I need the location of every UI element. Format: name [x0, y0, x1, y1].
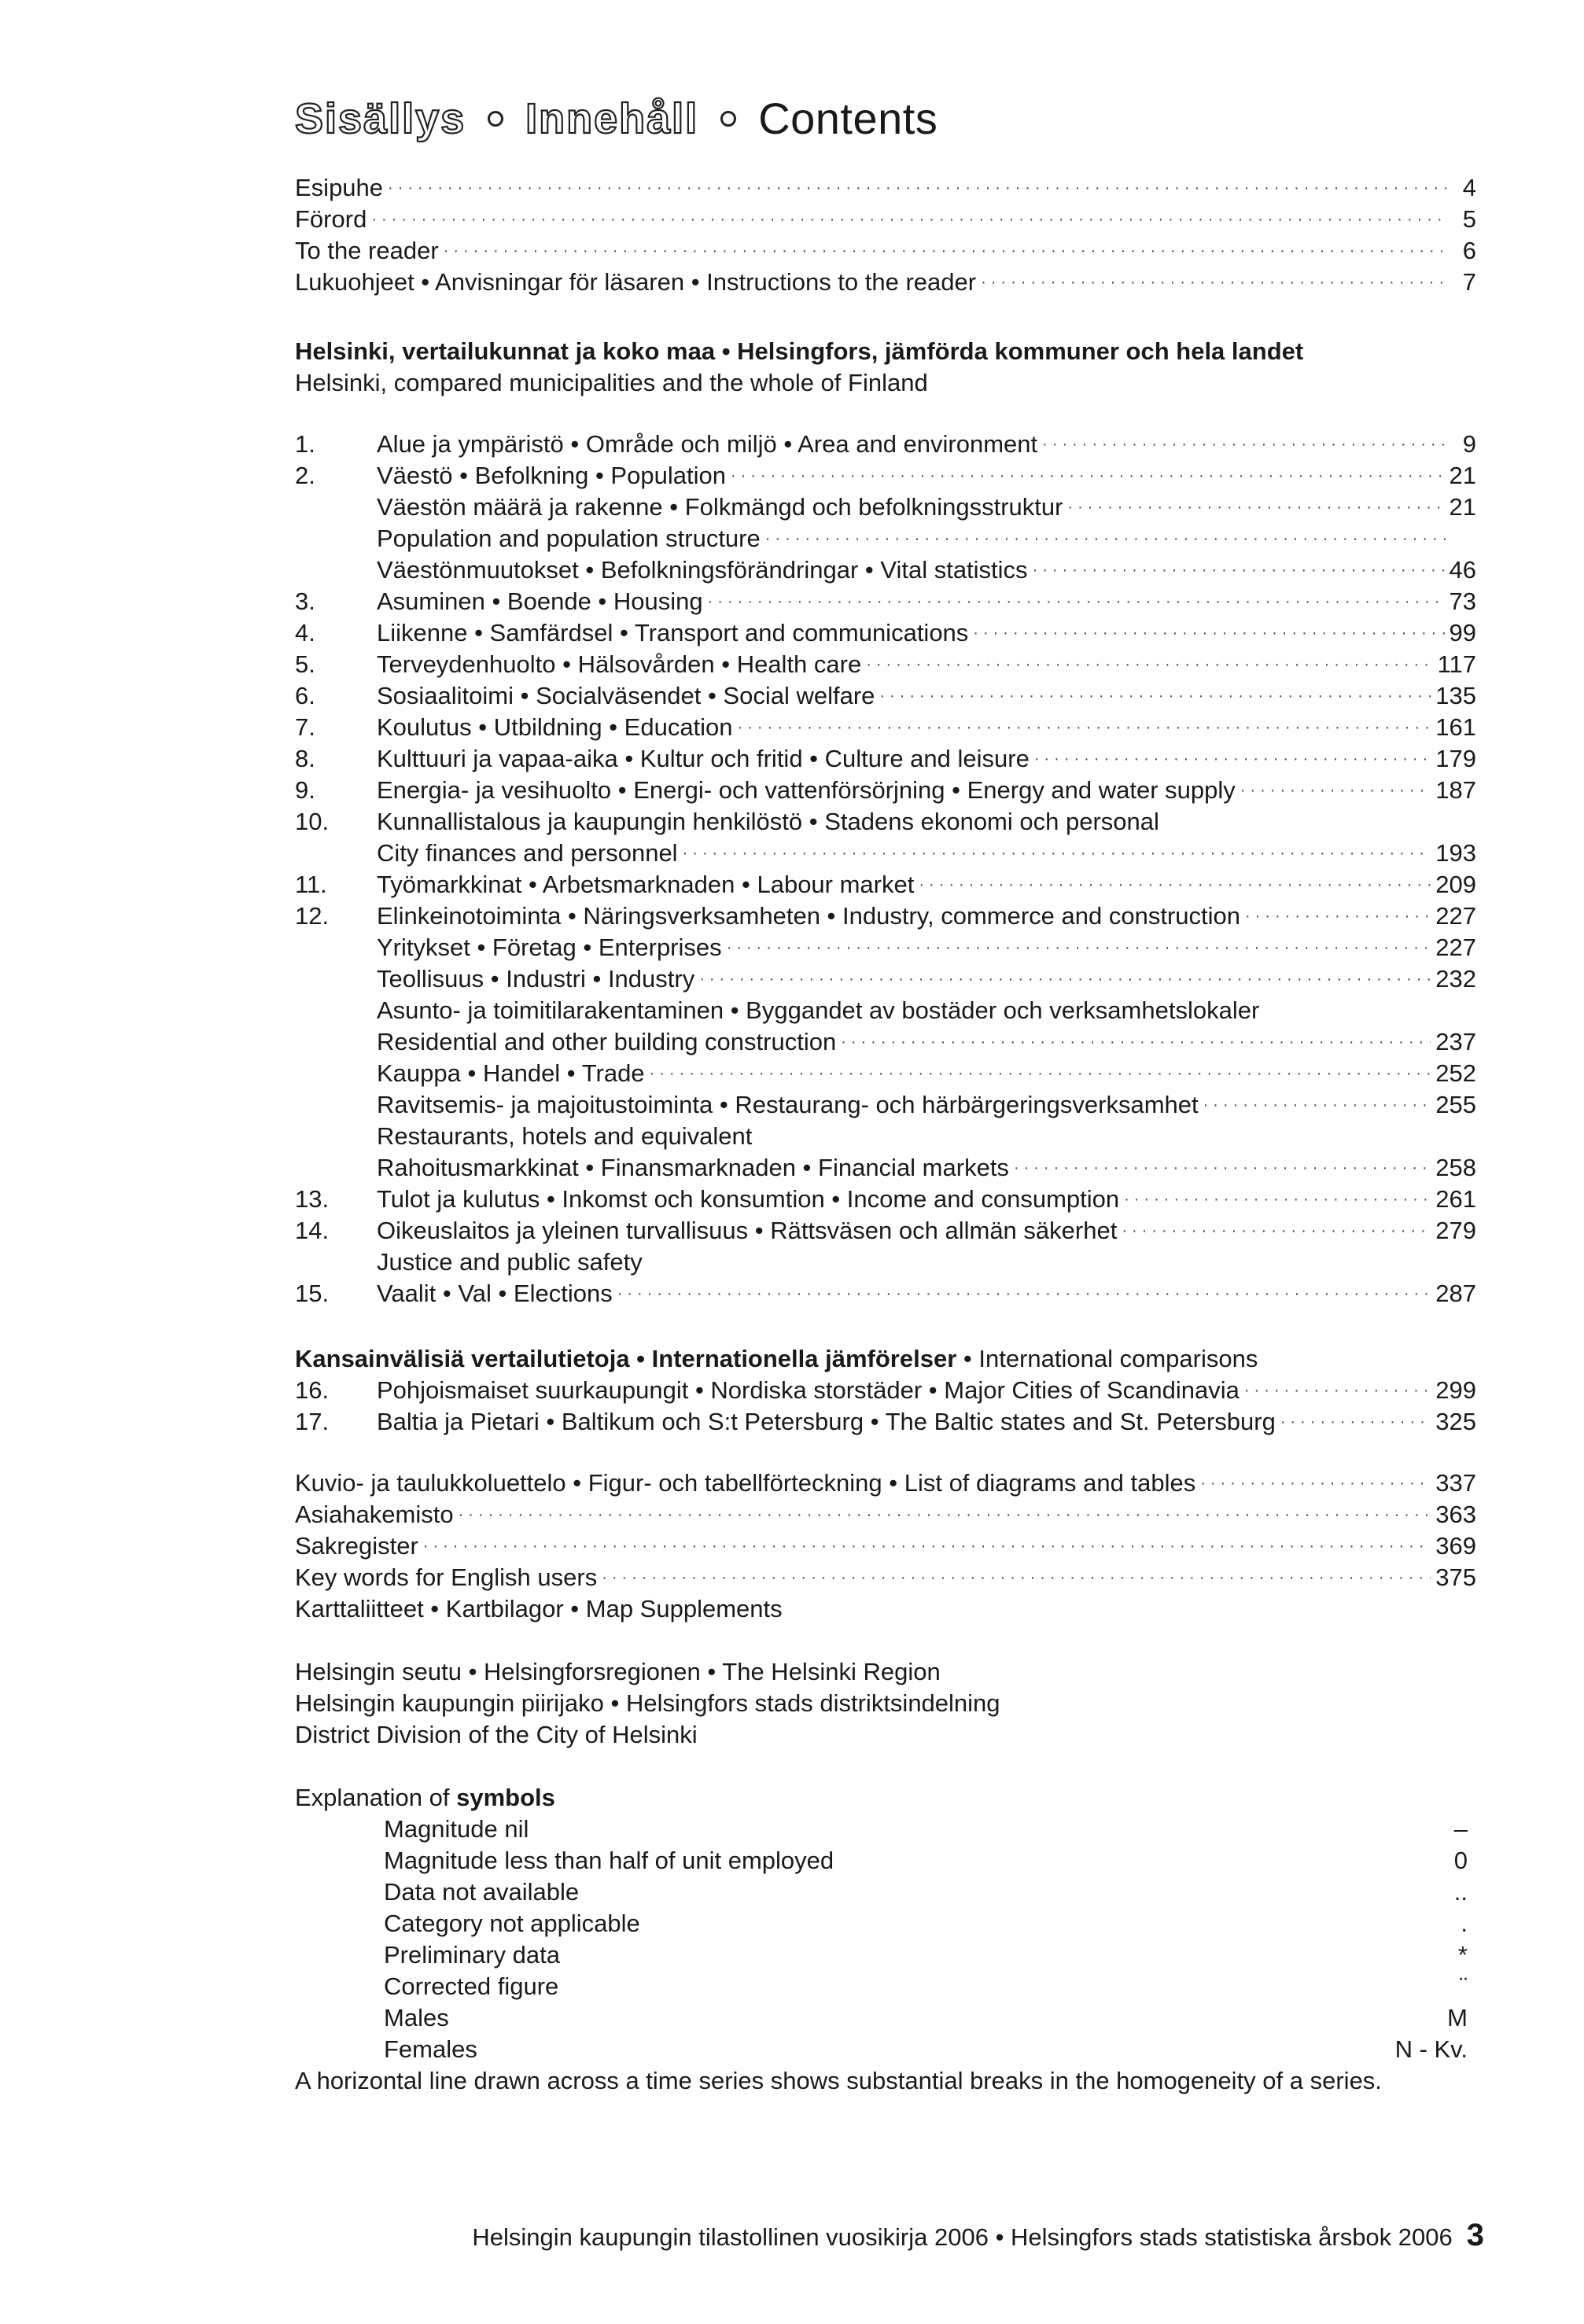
toc-entry-title: Asuminen • Boende • Housing: [377, 587, 703, 615]
toc-entry[interactable]: [295, 901, 1476, 932]
toc-entry-title: Väestö • Befolkning • Population: [377, 462, 726, 489]
toc-entry-title: Yritykset • Företag • Enterprises: [377, 934, 722, 961]
chapter-number: 5.: [295, 650, 315, 678]
toc-page-number: 179: [1435, 745, 1476, 772]
toc-page-number: 99: [1449, 619, 1476, 646]
chapter-number: 2.: [295, 462, 315, 489]
map-supplement-line: District Division of the City of Helsinki: [295, 1721, 698, 1748]
toc-entry-title: Terveydenhuolto • Hälsovården • Health care: [377, 650, 862, 678]
toc-entry-title: Koulutus • Utbildning • Education: [377, 713, 733, 741]
leader-dots: [371, 212, 1448, 227]
leader-dots: [459, 1507, 1431, 1523]
toc-entry-title: Kunnallistalous ja kaupungin henkilöstö • Stadens ekonomi och personal: [377, 808, 1159, 835]
toc-subentry[interactable]: [377, 1026, 1476, 1058]
chapter-number: 8.: [295, 745, 315, 772]
toc-entry-title: Kuvio- ja taulukkoluettelo • Figur- och tabellförteckning • List of diagrams and tables: [295, 1469, 1196, 1497]
chapter-number: 10.: [295, 808, 330, 835]
separator-circle-icon: [488, 111, 503, 127]
toc-entry-title: City finances and personnel: [377, 839, 678, 867]
toc-entry-title: Liikenne • Samfärdsel • Transport and communications: [377, 619, 969, 646]
toc-subentry[interactable]: [377, 554, 1476, 586]
symbol-label: Category not applicable: [384, 1910, 640, 1937]
leader-dots: [699, 971, 1431, 987]
toc-page-number: 21: [1449, 493, 1476, 521]
chapter-number: 11.: [295, 871, 327, 898]
symbol-code: ¨: [1459, 1972, 1468, 2000]
toc-entry-title: Sakregister: [295, 1532, 418, 1560]
toc-subentry-line: Asunto- ja toimitilarakentaminen • Byggandet av bostäder och verksamhetslokaler: [377, 996, 1260, 1024]
toc-entry-title: Ravitsemis- ja majoitustoiminta • Restaurang- och härbärgeringsverksamhet: [377, 1091, 1199, 1118]
symbol-row: [384, 2034, 1468, 2065]
leader-dots: [708, 594, 1445, 610]
toc-page-number: 117: [1437, 650, 1476, 678]
symbol-row: [384, 1814, 1468, 1845]
leader-dots: [1200, 1475, 1431, 1491]
toc-page-number: 258: [1435, 1154, 1476, 1181]
symbol-row: [384, 1845, 1468, 1877]
toc-subentry[interactable]: [377, 1058, 1476, 1089]
separator-circle-icon: [720, 111, 736, 127]
toc-entry[interactable]: [295, 1278, 1476, 1309]
toc-page-number: 6: [1462, 237, 1476, 264]
toc-entry-title: Väestön määrä ja rakenne • Folkmängd och befolkningsstruktur: [377, 493, 1063, 521]
toc-entry-title: Kulttuuri ja vapaa-aika • Kultur och fritid • Culture and leisure: [377, 745, 1030, 772]
leader-dots: [1245, 908, 1431, 924]
symbol-row: [384, 1971, 1468, 2002]
toc-page-number: 325: [1435, 1408, 1476, 1435]
symbol-label: Corrected figure: [384, 1972, 559, 2000]
toc-page-number: 187: [1435, 776, 1476, 804]
toc-subentry[interactable]: [377, 523, 1476, 554]
toc-entry[interactable]: [295, 235, 1476, 267]
page-number: 3: [1466, 2218, 1484, 2252]
chapter-number: 14.: [295, 1217, 330, 1244]
symbol-row: [384, 2002, 1468, 2034]
toc-entry[interactable]: [295, 869, 1476, 901]
chapter-number: 13.: [295, 1185, 330, 1213]
toc-entry[interactable]: [295, 743, 1476, 775]
toc-page-number: 232: [1435, 965, 1476, 993]
chapter-number: 9.: [295, 776, 315, 804]
toc-entry[interactable]: [295, 204, 1476, 235]
symbol-label: Data not available: [384, 1878, 580, 1906]
toc-entry-title: Baltia ja Pietari • Baltikum och S:t Petersburg • The Baltic states and St. Petersburg: [377, 1408, 1276, 1435]
leader-dots: [866, 657, 1432, 672]
toc-entry[interactable]: [295, 1499, 1476, 1530]
heading-english: Contents: [758, 94, 938, 143]
leader-dots: [1122, 1223, 1431, 1239]
symbol-label: Magnitude nil: [384, 1815, 529, 1843]
leader-dots: [423, 1538, 1431, 1554]
toc-page-number: 299: [1435, 1376, 1476, 1404]
leader-dots: [738, 720, 1431, 735]
leader-dots: [1244, 1383, 1431, 1398]
toc-entry[interactable]: [295, 460, 1476, 492]
leader-dots: [1280, 1414, 1431, 1430]
leader-dots: [388, 180, 1448, 196]
toc-subentry[interactable]: [377, 492, 1476, 523]
toc-page-number: 4: [1462, 174, 1476, 201]
leader-dots: [444, 243, 1448, 259]
leader-dots: [683, 845, 1431, 861]
chapter-number: 3.: [295, 587, 315, 615]
toc-page-number: 46: [1449, 556, 1476, 584]
leader-dots: [650, 1066, 1431, 1081]
toc-entry[interactable]: [295, 267, 1476, 298]
toc-subentry-line: Justice and public safety: [377, 1248, 643, 1276]
leader-dots: [617, 1286, 1431, 1302]
toc-entry[interactable]: [295, 172, 1476, 204]
toc-entry-title: Väestönmuutokset • Befolkningsförändringar • Vital statistics: [377, 556, 1028, 584]
toc-entry-title: Teollisuus • Industri • Industry: [377, 965, 695, 993]
toc-subentry[interactable]: [377, 1152, 1476, 1184]
toc-entry-map-supplements[interactable]: Karttaliitteet • Kartbilagor • Map Supplements: [295, 1595, 783, 1622]
toc-page-number: 279: [1435, 1217, 1476, 1244]
chapter-number: 6.: [295, 682, 315, 709]
symbol-row: [384, 1939, 1468, 1971]
toc-page-number: 337: [1435, 1469, 1476, 1497]
leader-dots: [731, 468, 1445, 484]
symbol-row: [384, 1877, 1468, 1908]
toc-subentry[interactable]: [377, 963, 1476, 995]
chapter-number: 15.: [295, 1280, 330, 1307]
symbol-code: *: [1457, 1941, 1468, 1969]
chapter-number: 16.: [295, 1376, 330, 1404]
toc-entry[interactable]: [295, 1215, 1476, 1247]
leader-dots: [765, 531, 1448, 547]
symbols-title: Explanation of symbols: [295, 1784, 555, 1811]
toc-entry[interactable]: [295, 1530, 1476, 1562]
chapter-number: 12.: [295, 902, 330, 930]
leader-dots: [1067, 499, 1444, 515]
section-title-international: Kansainvälisiä vertailutietoja • Internationella jämförelser • International comparisons: [295, 1345, 1258, 1372]
toc-page-number: 287: [1435, 1280, 1476, 1307]
toc-page-number: 237: [1435, 1028, 1476, 1055]
chapter-number: 1.: [295, 430, 315, 458]
toc-entry-title: Population and population structure: [377, 525, 761, 552]
symbol-label: Preliminary data: [384, 1941, 560, 1969]
toc-entry[interactable]: [295, 617, 1476, 649]
leader-dots: [602, 1570, 1431, 1586]
toc-entry-title: Alue ja ympäristö • Område och miljö • Area and environment: [377, 430, 1038, 458]
toc-entry-title: Esipuhe: [295, 174, 384, 201]
toc-page-number: 161: [1435, 713, 1476, 741]
toc-page-number: 7: [1462, 268, 1476, 296]
toc-entry-title: Energia- ja vesihuolto • Energi- och vattenförsörjning • Energy and water supply: [377, 776, 1236, 804]
toc-page-number: 135: [1435, 682, 1476, 709]
toc-page-number: 209: [1435, 871, 1476, 898]
symbol-label: Magnitude less than half of unit employed: [384, 1847, 834, 1874]
toc-page-number: 5: [1462, 205, 1476, 233]
leader-dots: [1124, 1191, 1431, 1207]
leader-dots: [1203, 1097, 1431, 1113]
symbol-code: N - Kv.: [1394, 2035, 1468, 2063]
footer-text: Helsingin kaupungin tilastollinen vuosikirja 2006 • Helsingfors stads statistiska årsbok 2006: [472, 2223, 1453, 2251]
toc-page-number: 363: [1435, 1501, 1476, 1528]
toc-entry-title: Residential and other building construction: [377, 1028, 837, 1055]
toc-entry-title: Key words for English users: [295, 1563, 598, 1591]
leader-dots: [1042, 436, 1448, 452]
leader-dots: [1014, 1160, 1431, 1176]
symbol-code: –: [1453, 1815, 1468, 1843]
toc-page-number: 375: [1435, 1563, 1476, 1591]
toc-entry-title: Lukuohjeet • Anvisningar för läsaren • Instructions to the reader: [295, 268, 977, 296]
leader-dots: [919, 877, 1431, 893]
toc-page-number: 21: [1449, 462, 1476, 489]
toc-entry[interactable]: [295, 649, 1476, 680]
toc-entry[interactable]: [295, 586, 1476, 617]
toc-entry[interactable]: [295, 712, 1476, 743]
toc-entry-title: Oikeuslaitos ja yleinen turvallisuus • Rättsväsen och allmän säkerhet: [377, 1217, 1118, 1244]
toc-entry[interactable]: [295, 429, 1476, 460]
chapter-number: 4.: [295, 619, 315, 646]
toc-entry[interactable]: [295, 1406, 1476, 1438]
heading-swedish: Innehåll: [525, 94, 699, 142]
toc-page-number: 261: [1435, 1185, 1476, 1213]
toc-page-number: 227: [1435, 934, 1476, 961]
symbol-label: Females: [384, 2035, 477, 2063]
toc-entry-title: Vaalit • Val • Elections: [377, 1280, 613, 1307]
leader-dots: [981, 274, 1448, 290]
section-subtitle: Helsinki, compared municipalities and the whole of Finland: [295, 369, 928, 396]
chapter-number: 7.: [295, 713, 315, 741]
toc-entry-title: Förord: [295, 205, 367, 233]
toc-page-number: 193: [1435, 839, 1476, 867]
toc-entry-title: To the reader: [295, 237, 439, 264]
page-footer: [472, 2218, 1484, 2253]
toc-subentry[interactable]: [377, 932, 1476, 963]
toc-subentry-line: Restaurants, hotels and equivalent: [377, 1122, 753, 1150]
symbol-code: .: [1461, 1910, 1468, 1937]
toc-entry[interactable]: [295, 1375, 1476, 1406]
heading-finnish: Sisällys: [295, 94, 466, 142]
toc-page-number: 73: [1449, 587, 1476, 615]
toc-page-number: 369: [1435, 1532, 1476, 1560]
toc-entry-title: Kauppa • Handel • Trade: [377, 1059, 645, 1087]
toc-page-number: 255: [1435, 1091, 1476, 1118]
toc-entry[interactable]: [295, 775, 1476, 806]
leader-dots: [1033, 562, 1445, 578]
toc-entry[interactable]: [295, 806, 1476, 838]
symbol-code: M: [1447, 2004, 1468, 2031]
toc-entry[interactable]: [295, 1562, 1476, 1593]
toc-page-number: 252: [1435, 1059, 1476, 1087]
toc-entry-title: Rahoitusmarkkinat • Finansmarknaden • Financial markets: [377, 1154, 1009, 1181]
map-supplement-line: Helsingin seutu • Helsingforsregionen • The Helsinki Region: [295, 1658, 941, 1685]
chapter-number: 17.: [295, 1408, 330, 1435]
section-title: Helsinki, vertailukunnat ja koko maa • Helsingfors, jämförda kommuner och hela landet: [295, 337, 1304, 365]
symbol-label: Males: [384, 2004, 449, 2031]
map-supplement-line: Helsingin kaupungin piirijako • Helsingfors stads distriktsindelning: [295, 1689, 1000, 1717]
leader-dots: [879, 688, 1431, 704]
leader-dots: [1034, 751, 1431, 767]
page-heading: [295, 93, 938, 144]
leader-dots: [1240, 783, 1431, 798]
toc-subentry[interactable]: [377, 1089, 1476, 1121]
toc-entry-title: Sosiaalitoimi • Socialväsendet • Social welfare: [377, 682, 875, 709]
symbol-row: [384, 1908, 1468, 1939]
toc-entry-title: Tulot ja kulutus • Inkomst och konsumtion • Income and consumption: [377, 1185, 1120, 1213]
toc-entry-title: Pohjoismaiset suurkaupungit • Nordiska storstäder • Major Cities of Scandinavia: [377, 1376, 1240, 1404]
leader-dots: [727, 940, 1431, 956]
toc-subentry[interactable]: [377, 838, 1476, 869]
toc-entry-title: Elinkeinotoiminta • Näringsverksamheten • Industry, commerce and construction: [377, 902, 1241, 930]
symbol-code: 0: [1453, 1847, 1468, 1874]
toc-entry[interactable]: [295, 680, 1476, 712]
toc-page-number: 227: [1435, 902, 1476, 930]
toc-entry[interactable]: [295, 1184, 1476, 1215]
toc-entry-title: Asiahakemisto: [295, 1501, 454, 1528]
symbols-note: A horizontal line drawn across a time series shows substantial breaks in the homogeneity of a series.: [295, 2067, 1382, 2094]
leader-dots: [973, 625, 1444, 641]
toc-page-number: 9: [1462, 430, 1476, 458]
symbol-code: ..: [1453, 1878, 1468, 1906]
leader-dots: [841, 1034, 1431, 1050]
toc-entry-title: Työmarkkinat • Arbetsmarknaden • Labour market: [377, 871, 915, 898]
toc-entry[interactable]: [295, 1468, 1476, 1499]
